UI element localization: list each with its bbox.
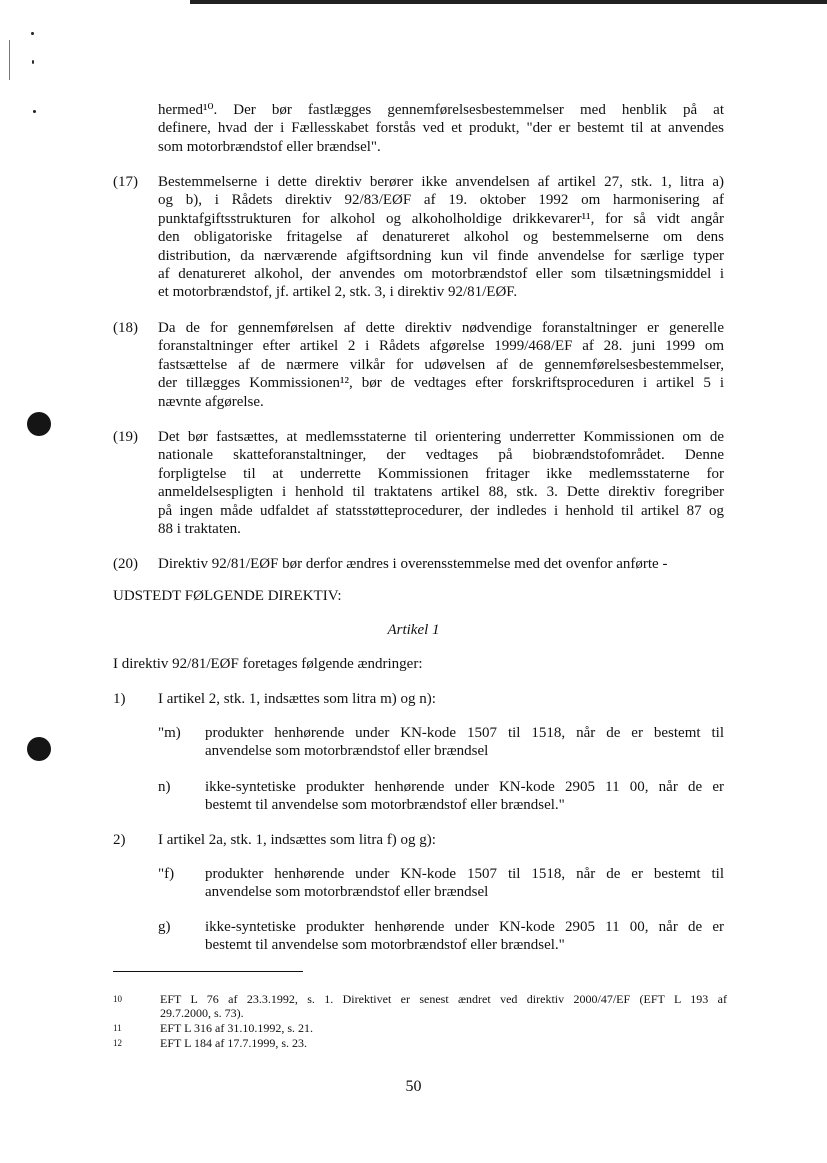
- sub-item-label: n): [158, 779, 171, 795]
- footnote-11: [160, 1021, 727, 1035]
- sub-item-line: bestemt til anvendelse som motorbrændstof eller brændsel.": [205, 937, 565, 954]
- recital-number: (17): [113, 174, 138, 190]
- recital-17: [158, 173, 724, 302]
- footnote-number: 12: [113, 1038, 122, 1048]
- recital-line: Det bør fastsættes, at medlemsstaterne til orientering underretter Kommissionen om de: [158, 429, 724, 445]
- sub-item-f: [205, 865, 724, 902]
- recital-line: og b), i Rådets direktiv 92/83/EØF af 19. oktober 1992 om harmonisering af: [158, 192, 724, 209]
- sub-item-g: [205, 918, 724, 955]
- item-number: 1): [113, 691, 126, 707]
- punch-hole: [27, 737, 51, 761]
- recital-20: [158, 555, 724, 573]
- recital-line: Direktiv 92/81/EØF bør derfor ændres i overensstemmelse med det ovenfor anførte -: [158, 556, 668, 572]
- sub-item-line: ikke-syntetiske produkter henhørende under KN-kode 2905 11 00, når de er: [205, 919, 724, 935]
- intro-line: hermed¹⁰. Der bør fastlægges gennemførelsesbestemmelser med henblik på at: [158, 102, 724, 118]
- item-number: 2): [113, 832, 126, 848]
- recital-line: Da de for gennemførelsen af dette direktiv nødvendige foranstaltninger er generelle: [158, 320, 724, 336]
- footnote-10: [160, 992, 727, 1021]
- recital-line: et motorbrændstof, jf. artikel 2, stk. 3, i direktiv 92/81/EØF.: [158, 284, 518, 301]
- recital-line: nævnte afgørelse.: [158, 393, 264, 410]
- sub-item-line: bestemt til anvendelse som motorbrændstof eller brændsel.": [205, 797, 565, 814]
- recital-number: (18): [113, 320, 138, 336]
- recital-line: anmeldelsespligten i henhold til traktatens artikel 88, stk. 3. Dette direktiv foregriber: [158, 484, 724, 501]
- scan-speck: [33, 110, 36, 113]
- recital-line: Bestemmelserne i dette direktiv berører ikke anvendelsen af artikel 27, stk. 1, litra a): [158, 174, 724, 190]
- recital-line: af denatureret alkohol, der anvendes om motorbrændstof eller som tilsætningsmiddel i: [158, 266, 724, 283]
- sub-item-line: produkter henhørende under KN-kode 1507 til 1518, når de er bestemt til: [205, 725, 724, 741]
- recital-line: 88 i traktaten.: [158, 521, 241, 538]
- sub-item-line: anvendelse som motorbrændstof eller brændsel: [205, 884, 489, 901]
- footnote-line: EFT L 76 af 23.3.1992, s. 1. Direktivet er senest ændret ved direktiv 2000/47/EF (EFT L 193 af: [160, 992, 727, 1006]
- item-text: I artikel 2a, stk. 1, indsættes som litra f) og g):: [158, 832, 436, 848]
- footnote-number: 11: [113, 1023, 122, 1033]
- article-intro: I direktiv 92/81/EØF foretages følgende ændringer:: [113, 656, 423, 672]
- article-heading: Artikel 1: [387, 622, 440, 638]
- recital-line: punktafgiftsstrukturen for alkohol og alkoholholdige drikkevarer¹¹, for så vidt angår: [158, 210, 724, 227]
- sub-item-n: [205, 778, 724, 815]
- sub-item-line: anvendelse som motorbrændstof eller brændsel: [205, 743, 489, 760]
- punch-hole: [27, 412, 51, 436]
- scan-edge-bar: [190, 0, 827, 4]
- footnote-12: [160, 1036, 727, 1050]
- sub-item-label: "f): [158, 866, 175, 882]
- recital-number: (20): [113, 556, 138, 572]
- recital-line: forpligtelse til at underrette Kommissionen fritager ikke medlemsstaterne for: [158, 465, 724, 482]
- item-text: I artikel 2, stk. 1, indsættes som litra m) og n):: [158, 691, 436, 707]
- sub-item-label: g): [158, 919, 171, 935]
- sub-item-label: "m): [158, 725, 181, 741]
- footnote-line: EFT L 184 af 17.7.1999, s. 23.: [160, 1036, 307, 1050]
- footnote-line: EFT L 316 af 31.10.1992, s. 21.: [160, 1021, 313, 1035]
- sub-item-line: ikke-syntetiske produkter henhørende under KN-kode 2905 11 00, når de er: [205, 779, 724, 795]
- recital-line: nationale skatteforanstaltninger, der vedtages på biobrændstofområdet. Denne: [158, 447, 724, 464]
- page-number: 50: [405, 1078, 422, 1095]
- intro-line: definere, hvad der i Fællesskabet forstås ved et produkt, "der er bestemt til at anvendes: [158, 120, 724, 137]
- enacting-formula: UDSTEDT FØLGENDE DIREKTIV:: [113, 588, 342, 604]
- scan-speck: [31, 32, 34, 35]
- recital-line: den obligatoriske fritagelse af denatureret alkohol og bestemmelserne om dens: [158, 229, 724, 246]
- footnote-line: 29.7.2000, s. 73).: [160, 1006, 244, 1021]
- recital-number: (19): [113, 429, 138, 445]
- scan-margin-line: [9, 40, 10, 80]
- recital-line: distribution, da nærværende afgiftsordning kun vil finde anvendelse for særlige typer: [158, 247, 724, 264]
- intro-paragraph: [158, 101, 724, 156]
- intro-line: som motorbrændstof eller brændsel".: [158, 138, 381, 155]
- sub-item-line: produkter henhørende under KN-kode 1507 til 1518, når de er bestemt til: [205, 866, 724, 882]
- recital-line: fastsættelse af de nærmere vilkår for udøvelsen af de gennemførelsesbestemmelser,: [158, 356, 724, 373]
- scan-speck: [32, 60, 34, 64]
- recital-19: [158, 428, 724, 538]
- sub-item-m: [205, 724, 724, 761]
- footnote-number: 10: [113, 994, 122, 1004]
- recital-line: på ingen måde udfaldet af statsstøtteprocedurer, der indledes i henhold til artikel 87 og: [158, 502, 724, 519]
- recital-line: foranstaltninger efter artikel 2 i Rådets afgørelse 1999/468/EF af 28. juni 1999 om: [158, 338, 724, 355]
- footnote-separator: [113, 971, 303, 972]
- recital-18: [158, 319, 724, 411]
- recital-line: der tillægges Kommissionen¹², bør de vedtages efter forskriftsproceduren i artikel 5 i: [158, 375, 724, 392]
